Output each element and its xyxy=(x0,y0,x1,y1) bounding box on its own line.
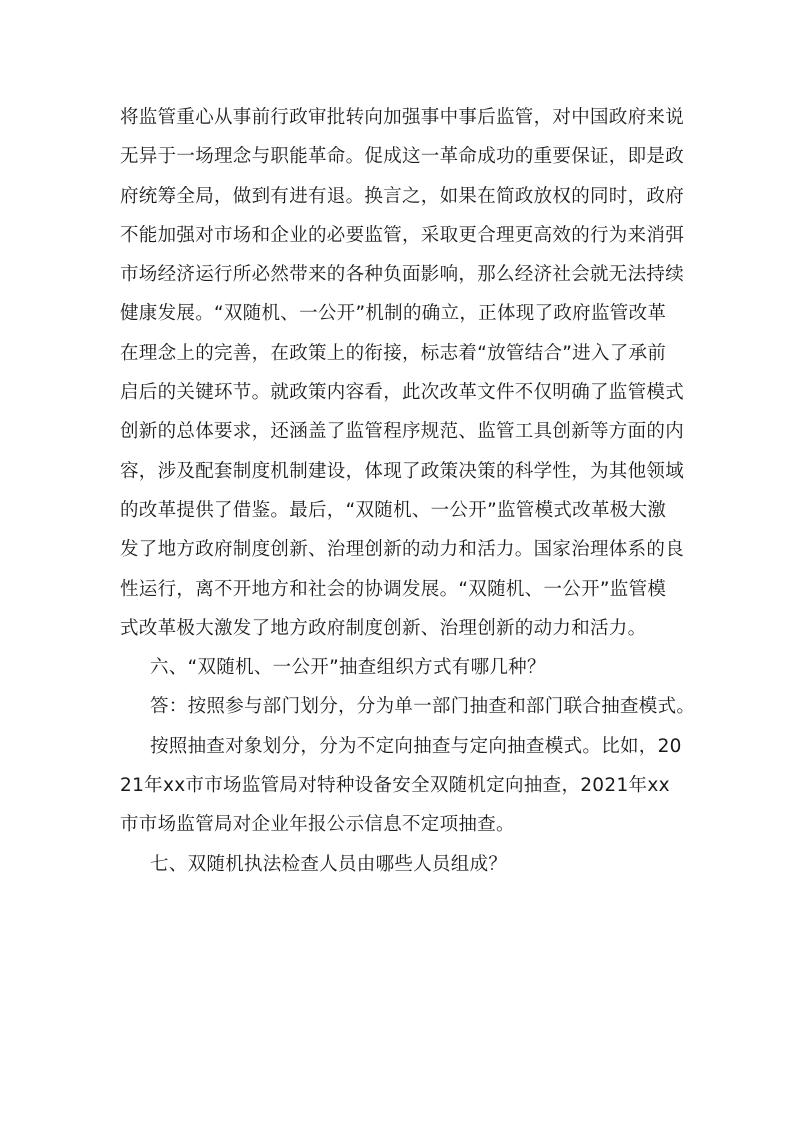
text-line: 21年xx市市场监管局对特种设备安全双随机定向抽查，2021年xx xyxy=(120,775,670,797)
text-line: 市市场监管局对企业年报公示信息不定项抽查。 xyxy=(120,814,515,836)
text-line: 将监管重心从事前行政审批转向加强事中事后监管，对中国政府来说 xyxy=(120,107,685,128)
text-line: 不能加强对市场和企业的必要监管，采取更合理更高效的行为来消弭 xyxy=(120,224,685,246)
text-line: 发了地方政府制度创新、治理创新的动力和活力。国家治理体系的良 xyxy=(120,539,685,561)
text-line: 市场经济运行所必然带来的各种负面影响，那么经济社会就无法持续 xyxy=(120,264,685,286)
text-line: 的改革提供了借鉴。最后，“双随机、一公开”监管模式改革极大激 xyxy=(120,499,667,521)
text-line: 启后的关键环节。就政策内容看，此次改革文件不仅明确了监管模式 xyxy=(120,382,685,404)
text-line: 创新的总体要求，还涵盖了监管程序规范、监管工具创新等方面的内 xyxy=(120,421,685,443)
text-line: 性运行，离不开地方和社会的协调发展。“双随机、一公开”监管模 xyxy=(120,578,667,600)
text-line: 无异于一场理念与职能革命。促成这一革命成功的重要保证，即是政 xyxy=(120,146,685,168)
document-body xyxy=(120,98,696,884)
text-line: 容，涉及配套制度机制建设，体现了政策决策的科学性，为其他领域 xyxy=(120,460,685,482)
text-line: 式改革极大激发了地方政府制度创新、治理创新的动力和活力。 xyxy=(120,617,647,639)
text-line: 答：按照参与部门划分，分为单一部门抽查和部门联合抽查模式。 xyxy=(150,696,696,718)
text-line: 七、双随机执法检查人员由哪些人员组成？ xyxy=(150,853,508,875)
text-line: 在理念上的完善，在政策上的衔接，标志着“放管结合”进入了承前 xyxy=(120,342,667,364)
text-line: 六、“双随机、一公开”抽查组织方式有哪几种？ xyxy=(150,657,546,679)
text-line: 健康发展。“双随机、一公开”机制的确立，正体现了政府监管改革 xyxy=(120,303,667,325)
text-line: 按照抽查对象划分，分为不定向抽查与定向抽查模式。比如，20 xyxy=(150,735,682,757)
text-line: 府统筹全局，做到有进有退。换言之，如果在简政放权的同时，政府 xyxy=(120,185,685,207)
